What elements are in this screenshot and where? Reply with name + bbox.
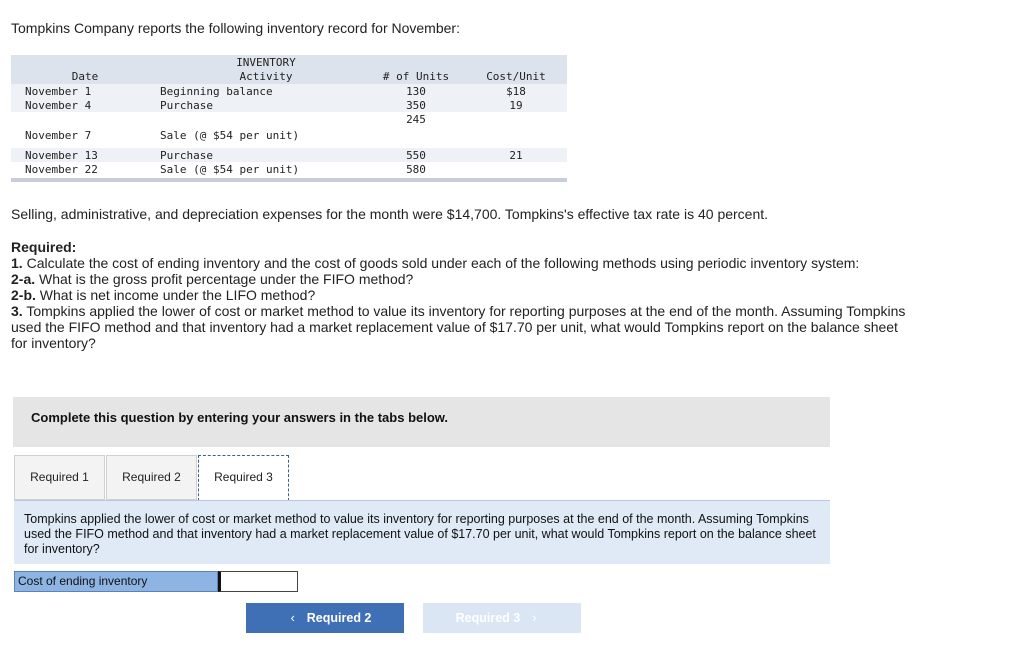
cell-date: November 4 [25,99,92,112]
cell-date: November 1 [25,85,92,98]
header-units: # of Units [382,70,450,83]
question-text: Tompkins applied the lower of cost or market method to value its inventory for reporting purposes at the end of the month. Assuming Tompkins used the FIFO method and that inventory had a market replacement value of $17.70 per unit, what would Tompkins report on the balance sheet for inventory? [14,500,830,564]
header-activity: Activity [239,70,293,83]
table-row [11,98,567,112]
cell-units: 245 [406,113,426,126]
prev-label: Required 2 [306,611,372,625]
table-row [11,126,567,148]
next-button[interactable] [423,603,581,633]
cell-units: 550 [406,149,426,162]
required-section [11,239,911,351]
chevron-right-icon: › [532,611,537,625]
banner-text: Complete this question by entering your answers in the tabs below. [31,410,449,425]
item-text: What is net income under the LIFO method? [35,287,316,303]
cell-cost: 19 [509,99,523,112]
item-label: 3. [11,303,23,319]
answer-label: Cost of ending inventory [14,571,218,592]
item-label: 1. [11,255,23,271]
table-header-top [11,55,567,69]
cell-activity: Sale (@ $54 per unit) [160,129,300,142]
item-label: 2-b. [11,287,36,303]
cell-cost: 21 [509,149,523,162]
table-bottom-border [11,178,567,182]
table-row [11,148,567,162]
cell-units: 350 [406,99,426,112]
required-item-1 [11,255,911,271]
required-item-2b [11,287,911,303]
next-label: Required 3 [455,611,521,625]
expenses-text: Selling, administrative, and depreciation expenses for the month were $14,700. Tompkins's effective tax rate is 40 percent. [11,206,769,222]
header-cost: Cost/Unit [486,70,546,83]
item-label: 2-a. [11,271,36,287]
cell-date: November 7 [25,129,92,142]
cost-ending-inventory-input[interactable] [218,571,298,592]
chevron-left-icon: ‹ [290,611,295,625]
tab-required-2[interactable]: Required 2 [106,455,197,500]
header-inventory: INVENTORY [236,56,296,69]
inventory-table [11,55,567,176]
cell-activity: Purchase [160,149,213,162]
instruction-banner [13,397,830,447]
cell-activity: Beginning balance [160,85,273,98]
header-date: Date [71,70,99,83]
item-text: Calculate the cost of ending inventory and the cost of goods sold under each of the following methods using periodic inventory system: [22,255,860,271]
cell-units: 580 [406,163,426,176]
table-row [11,112,567,126]
tab-required-1[interactable]: Required 1 [14,455,105,500]
tab-required-3[interactable]: Required 3 [198,455,289,501]
cell-cost: $18 [506,85,526,98]
table-row [11,84,567,98]
prev-button[interactable] [246,603,404,633]
cell-activity: Sale (@ $54 per unit) [160,163,300,176]
table-row [11,162,567,176]
item-text: What is the gross profit percentage under the FIFO method? [35,271,414,287]
required-heading: Required: [11,239,77,255]
item-text: Tompkins applied the lower of cost or market method to value its inventory for reporting purposes at the end of the month. Assuming Tompkins used the FIFO method and that inventory had a market replacement value of $17.70 per unit, what would Tompkins report on the balance sheet for inventory? [11,303,906,351]
cell-activity: Purchase [160,99,213,112]
table-header [11,69,567,84]
cell-date: November 13 [25,149,98,162]
cell-date: November 22 [25,163,98,176]
required-item-3 [11,303,911,351]
intro-text: Tompkins Company reports the following inventory record for November: [11,20,460,36]
cell-units: 130 [406,85,426,98]
required-item-2a [11,271,911,287]
